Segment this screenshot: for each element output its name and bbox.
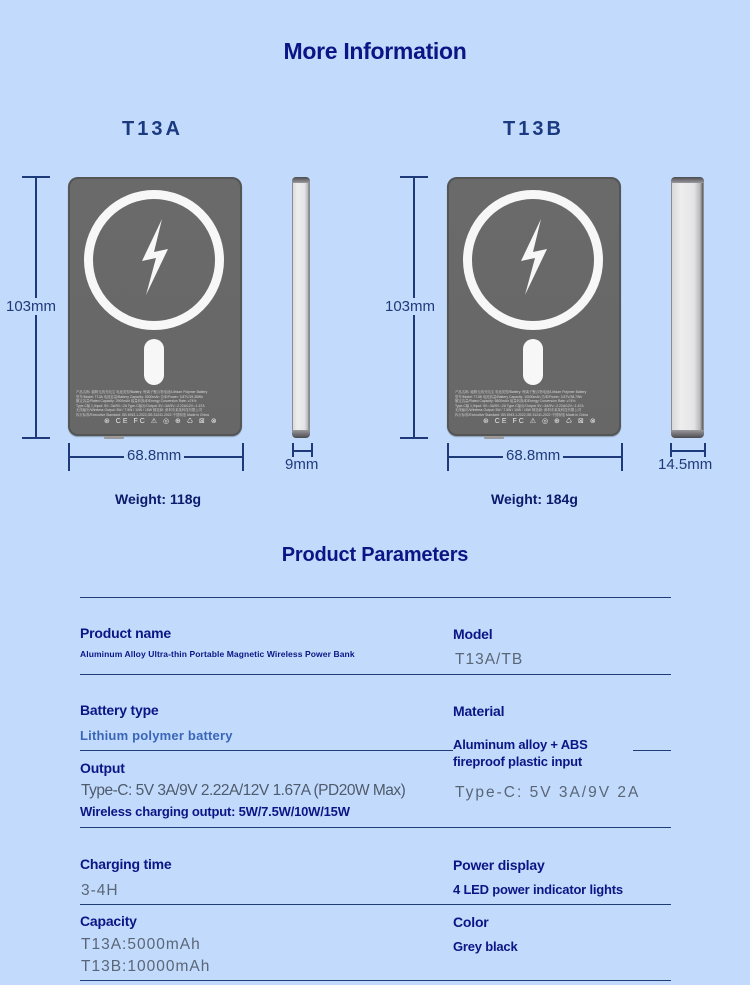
device-spec-label: 产品名称: 磁吸无线充电宝 电池类型/Battery: 锂离子聚合物电池/Lithium Polymer Battery 型号/Model: T13A 电池容量/Battery Capacity: 5000mAh 功率/Power: 3.87V/19.35Wh 额定容量/Rated Capacity: 2900mAh 能量转换率/Energy Conversion Rate: ≥74% Type-C输入/Input: 5V⎓3A/9V⎓2A Type-C输出/Output: 5V⎓3A/9V⎓2.22A/12V⎓1.67A 无线输出/Wireless Output: 5W / 7.5W / 10W / 15W 制造商: 深圳市某某科技有限公司 执行标准/Executive Standard: GB 4943.1-2022,GB 31241-2022 中国制造 Made in China	[76, 390, 209, 417]
usb-port-icon	[484, 436, 504, 439]
color-label: Color	[453, 914, 489, 930]
thickness-dim-line	[292, 450, 312, 452]
model-value: T13A/TB	[455, 651, 524, 668]
height-dim-tick-bottom	[22, 437, 50, 439]
model-label-t13b: T13B	[503, 118, 564, 140]
divider	[80, 597, 671, 598]
output-value: Type-C: 5V 3A/9V 2.22A/12V 1.67A (PD20W Max)	[81, 782, 406, 799]
thickness-tick-right	[311, 443, 313, 457]
section-title: Product Parameters	[281, 544, 469, 566]
input-value: Type-C: 5V 3A/9V 2A	[455, 784, 641, 801]
product-name-value: Aluminum Alloy Ultra-thin Portable Magnetic Wireless Power Bank	[80, 649, 355, 659]
certification-icons: ⊛ CE FC ⚠ ◎ ⊕ ♺ ⊠ ⊗	[104, 418, 219, 425]
divider	[80, 674, 671, 675]
divider	[633, 750, 671, 751]
device-front-t13a	[68, 177, 242, 436]
device-spec-label: 产品名称: 磁吸无线充电宝 电池类型/Battery: 锂离子聚合物电池/Lithium Polymer Battery 型号/Model: T13B 电池容量/Battery Capacity: 10000mAh 功率/Power: 3.87V/38.7Wh 额定容量/Rated Capacity: 5800mAh 能量转换率/Energy Conversion Rate: ≥74% Type-C输入/Input: 5V⎓3A/9V⎓2A Type-C输出/Output: 5V⎓3A/9V⎓2.22A/12V⎓1.67A 无线输出/Wireless Output: 5W / 7.5W / 10W / 15W 制造商: 深圳市某某科技有限公司 执行标准/Executive Standard: GB 4943.1-2022,GB 31241-2022 中国制造 Made in China	[455, 390, 588, 417]
capacity-value-t13a: T13A:5000mAh	[81, 936, 201, 953]
charging-time-value: 3-4H	[81, 882, 119, 899]
color-value: Grey black	[453, 939, 518, 954]
device-side-t13a	[292, 177, 310, 438]
lightning-bolt-icon	[513, 217, 553, 297]
model-label-t13a: T13A	[122, 118, 183, 140]
weight-t13b: Weight: 184g	[491, 491, 578, 507]
capacity-value-t13b: T13B:10000mAh	[81, 958, 211, 975]
model-label: Model	[453, 626, 493, 642]
thickness-dim-line	[670, 450, 705, 452]
status-pill-icon	[144, 339, 164, 385]
side-top-cap	[292, 177, 310, 183]
height-dim-label: 103mm	[385, 298, 436, 315]
width-dim-tick-right	[242, 443, 244, 471]
height-dim-label: 103mm	[6, 298, 57, 315]
product-name-label: Product name	[80, 625, 171, 641]
weight-t13a: Weight: 118g	[115, 491, 202, 507]
charging-time-label: Charging time	[80, 856, 172, 872]
status-pill-icon	[523, 339, 543, 385]
certification-icons: ⊛ CE FC ⚠ ◎ ⊕ ♺ ⊠ ⊗	[483, 418, 598, 425]
divider	[80, 980, 671, 981]
side-bottom-cap	[292, 430, 310, 438]
thickness-tick-right	[704, 443, 706, 457]
output-label: Output	[80, 760, 125, 776]
side-top-cap	[671, 177, 704, 183]
thickness-dim-label: 14.5mm	[658, 456, 713, 473]
battery-type-label: Battery type	[80, 702, 159, 718]
device-front-t13b	[447, 177, 621, 436]
lightning-bolt-icon	[134, 217, 174, 297]
side-bottom-cap	[671, 430, 704, 438]
capacity-label: Capacity	[80, 913, 137, 929]
divider	[80, 904, 671, 905]
width-dim-tick-right	[621, 443, 623, 471]
material-value: Aluminum alloy + ABS fireproof plastic input	[453, 737, 588, 769]
device-side-t13b	[671, 177, 704, 438]
width-dim-label: 68.8mm	[503, 447, 563, 464]
width-dim-label: 68.8mm	[124, 447, 184, 464]
divider	[80, 827, 671, 828]
power-display-value: 4 LED power indicator lights	[453, 882, 623, 897]
thickness-dim-label: 9mm	[285, 456, 319, 473]
divider	[80, 750, 453, 751]
material-label: Material	[453, 703, 505, 719]
usb-port-icon	[104, 436, 124, 439]
wireless-output-value: Wireless charging output: 5W/7.5W/10W/15W	[80, 804, 350, 819]
height-dim-tick-bottom	[400, 437, 428, 439]
power-display-label: Power display	[453, 857, 545, 873]
battery-type-value: Lithium polymer battery	[80, 728, 233, 743]
page-title: More Information	[283, 38, 467, 64]
